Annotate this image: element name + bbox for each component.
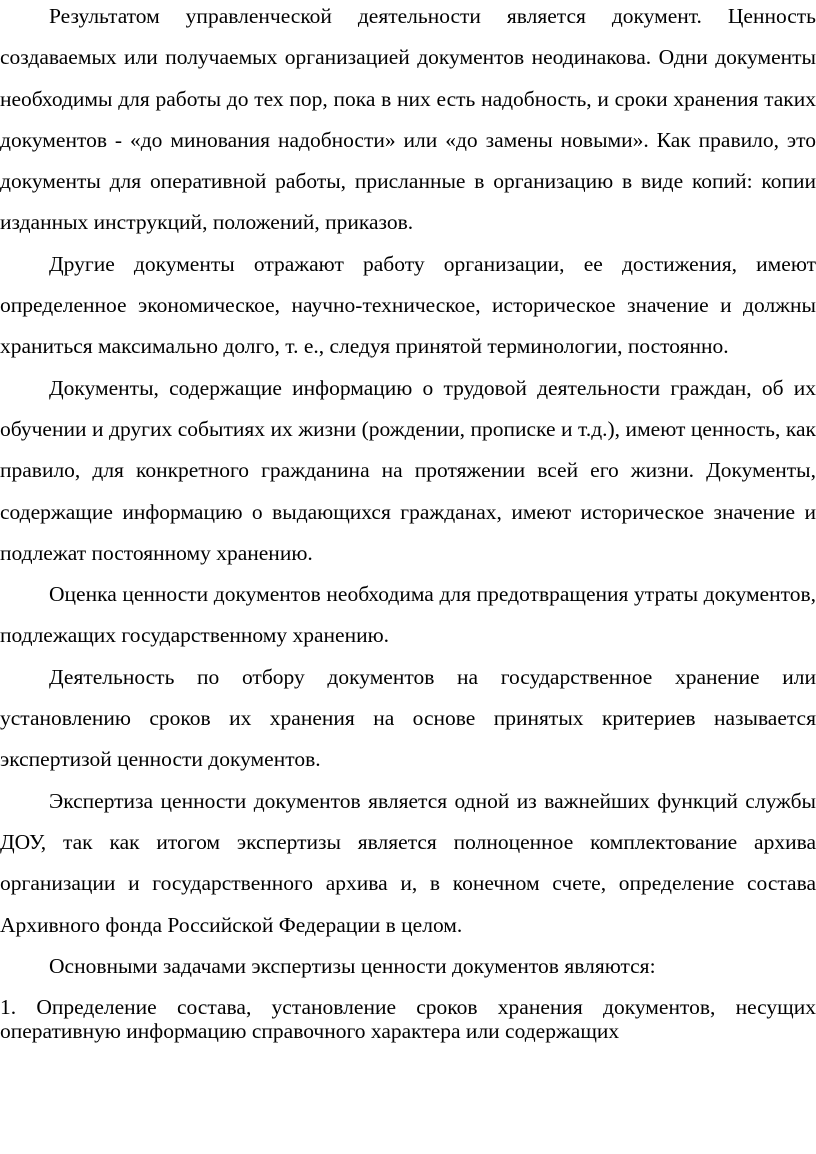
paragraph-6: Экспертиза ценности документов является одной из важнейших функций службы ДОУ, так как итогом экспертизы является полноценное комплектование архива организации и государственного архива и, в конечном счете, определение состава Архивного фонда Российской Федерации в целом. xyxy=(0,788,816,937)
paragraph-2: Другие документы отражают работу организации, ее достижения, имеют определенное экономическое, научно-техническое, историческое значение и должны храниться максимально долго, т. е., следуя принятой терминологии, постоянно. xyxy=(0,251,816,359)
paragraph-3: Документы, содержащие информацию о трудовой деятельности граждан, об их обучении и других событиях их жизни (рождении, прописке и т.д.), имеют ценность, как правило, для конкретного гражданина на протяжении всей его жизни. Документы, содержащие информацию о выдающихся гражданах, имеют историческое значение и подлежат постоянному хранению. xyxy=(0,375,816,565)
paragraph-7: Основными задачами экспертизы ценности документов являются: xyxy=(49,953,656,978)
list-item-1-first-line: 1. Определение состава, установление сроков хранения документов, несущих xyxy=(0,995,816,1020)
list-item-1 xyxy=(0,987,816,1044)
paragraph-5: Деятельность по отбору документов на государственное хранение или установлению сроков их хранения на основе принятых критериев называется экспертизой ценности документов. xyxy=(0,664,816,772)
paragraph-4: Оценка ценности документов необходима для предотвращения утраты документов, подлежащих государственному хранению. xyxy=(0,582,816,648)
paragraph-1: Результатом управленческой деятельности является документ. Ценность создаваемых или получаемых организацией документов неодинакова. Одни документы необходимы для работы до тех пор, пока в них есть надобность, и сроки хранения таких документов - «до минования надобности» или «до замены новыми». Как правило, это документы для оперативной работы, присланные в организацию в виде копий: копии изданных инструкций, положений, приказов. xyxy=(0,4,816,235)
list-item-1-continuation: оперативную информацию справочного характера или содержащих xyxy=(0,1019,620,1044)
